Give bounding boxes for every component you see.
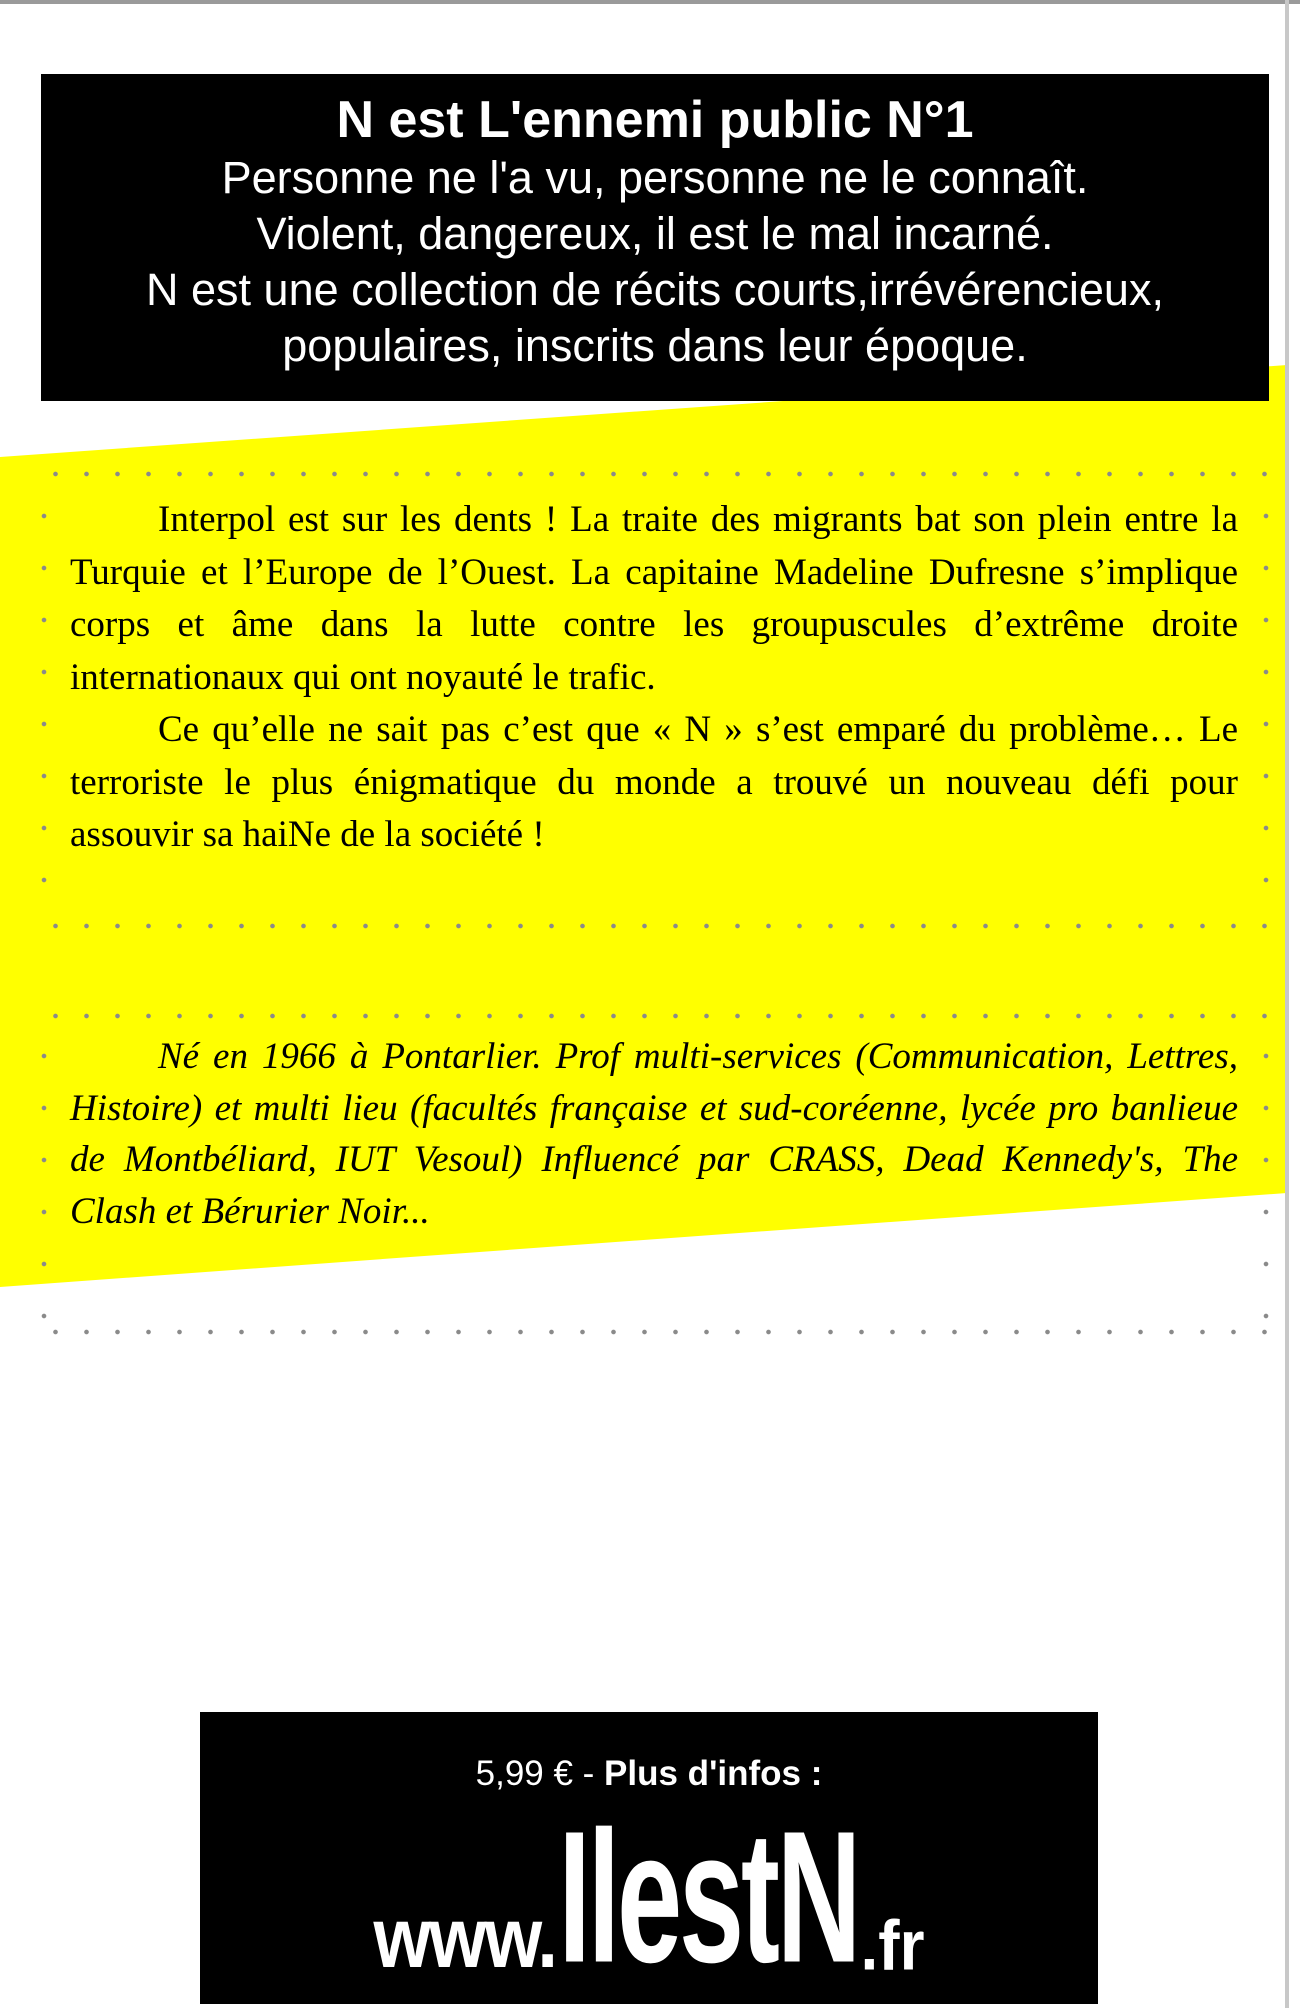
more-info-label: Plus d'infos : xyxy=(604,1754,823,1793)
url-prefix: www. xyxy=(373,1889,556,1986)
page-title: N est L'ennemi public N°1 xyxy=(336,91,974,149)
synopsis-text xyxy=(70,494,1238,862)
synopsis-paragraph-1: Interpol est sur les dents ! La traite des migrants bat son plein entre la Turquie et l’Europe de l’Ouest. La capitaine Madeline Dufresne s’implique corps et âme dans la lutte contre les groupuscules d’extrême droite internationaux qui ont noyauté le trafic. xyxy=(70,499,1238,698)
website-link[interactable] xyxy=(200,1791,1098,2002)
url-brand: IlestN xyxy=(558,1791,859,2002)
bio-guide-right xyxy=(1262,1030,1270,1330)
url-tld: .fr xyxy=(860,1905,925,1986)
top-border xyxy=(0,0,1300,4)
bio-guide-top xyxy=(40,1012,1280,1020)
price-separator: - xyxy=(572,1754,605,1793)
frame-guide-left xyxy=(40,490,48,920)
price: 5,99 € xyxy=(475,1754,573,1793)
synopsis-paragraph-2: Ce qu’elle ne sait pas c’est que « N » s’est emparé du problème… Le terroriste le plus énigmatique du monde a trouvé un nouveau défi pour assouvir sa haiNe de la société ! xyxy=(70,709,1238,855)
author-bio xyxy=(70,1031,1238,1237)
tagline-4: populaires, inscrits dans leur époque. xyxy=(282,320,1028,371)
frame-guide-bottom xyxy=(40,922,1280,930)
title-block xyxy=(41,74,1269,401)
bio-guide-bottom xyxy=(40,1328,1280,1336)
frame-guide-right xyxy=(1262,490,1270,920)
footer-panel xyxy=(200,1712,1098,2004)
tagline-1: Personne ne l'a vu, personne ne le connaît. xyxy=(221,152,1089,203)
price-line xyxy=(200,1754,1098,1794)
bio-guide-left xyxy=(40,1030,48,1330)
tagline-2: Violent, dangereux, il est le mal incarné. xyxy=(256,208,1054,259)
author-bio-text: Né en 1966 à Pontarlier. Prof multi-services (Communication, Lettres, Histoire) et multi lieu (facultés française et sud-coréenne, lycée pro banlieue de Montbéliard, IUT Vesoul) Influencé par CRASS, Dead Kennedy's, The Clash et Bérurier Noir... xyxy=(70,1036,1238,1232)
tagline-3: N est une collection de récits courts,irrévérencieux, xyxy=(146,264,1164,315)
frame-guide-top xyxy=(40,470,1280,478)
right-border xyxy=(1285,0,1289,2008)
